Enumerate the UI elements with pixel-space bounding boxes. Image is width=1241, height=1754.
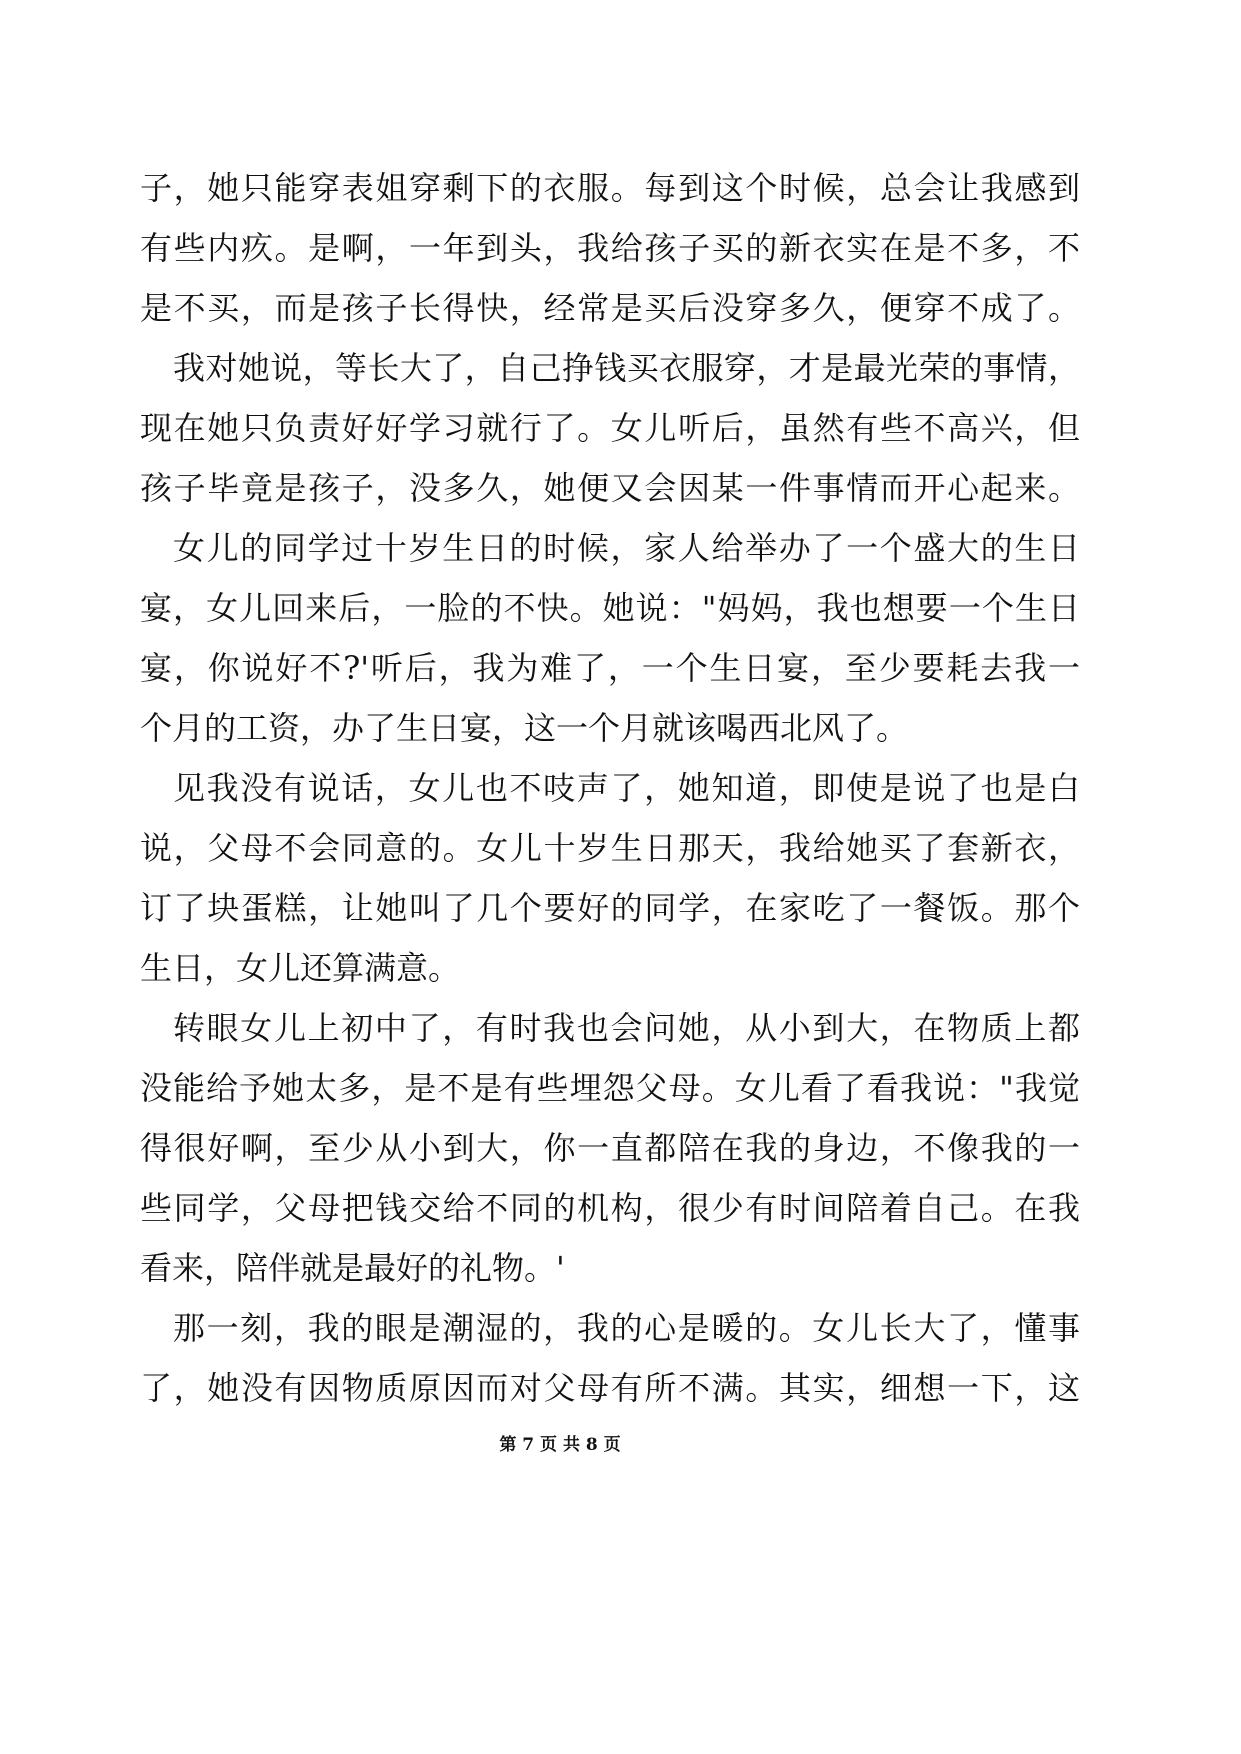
text-line: 孩子毕竟是孩子，没多久，她便又会因某一件事情而开心起来。	[140, 469, 1080, 507]
page-footer: 第 7 页 共 8 页	[499, 1435, 621, 1455]
text-line: 现在她只负责好好学习就行了。女儿听后，虽然有些不高兴，但	[140, 409, 1080, 447]
text-line: 个月的工资，办了生日宴，这一个月就该喝西北风了。	[140, 709, 909, 747]
text-line: 见我没有说话，女儿也不吱声了，她知道，即使是说了也是白	[173, 769, 1080, 807]
text-line: 宴，你说好不?'听后，我为难了，一个生日宴，至少要耗去我一	[140, 649, 1080, 687]
text-line: 是不买，而是孩子长得快，经常是买后没穿多久，便穿不成了。	[140, 289, 1080, 327]
text-line: 我对她说，等长大了，自己挣钱买衣服穿，才是最光荣的事情，	[173, 349, 1080, 387]
text-line: 说，父母不会同意的。女儿十岁生日那天，我给她买了套新衣，	[140, 829, 1080, 867]
text-line: 有些内疚。是啊，一年到头，我给孩子买的新衣实在是不多，不	[140, 229, 1080, 267]
text-line: 得很好啊，至少从小到大，你一直都陪在我的身边，不像我的一	[140, 1129, 1080, 1167]
text-line: 没能给予她太多，是不是有些埋怨父母。女儿看了看我说："我觉	[140, 1069, 1080, 1107]
text-line: 了，她没有因物质原因而对父母有所不满。其实，细想一下，这	[140, 1369, 1080, 1407]
text-line: 生日，女儿还算满意。	[140, 949, 461, 987]
text-line: 女儿的同学过十岁生日的时候，家人给举办了一个盛大的生日	[173, 529, 1080, 567]
text-line: 子，她只能穿表姐穿剩下的衣服。每到这个时候，总会让我感到	[140, 169, 1080, 207]
text-line: 看来，陪伴就是最好的礼物。'	[140, 1249, 565, 1287]
text-line: 转眼女儿上初中了，有时我也会问她，从小到大，在物质上都	[173, 1009, 1080, 1047]
text-line: 那一刻，我的眼是潮湿的，我的心是暖的。女儿长大了，懂事	[173, 1309, 1080, 1347]
text-line: 宴，女儿回来后，一脸的不快。她说："妈妈，我也想要一个生日	[140, 589, 1080, 627]
text-line: 订了块蛋糕，让她叫了几个要好的同学，在家吃了一餐饭。那个	[140, 889, 1080, 927]
text-line: 些同学，父母把钱交给不同的机构，很少有时间陪着自己。在我	[140, 1189, 1080, 1227]
